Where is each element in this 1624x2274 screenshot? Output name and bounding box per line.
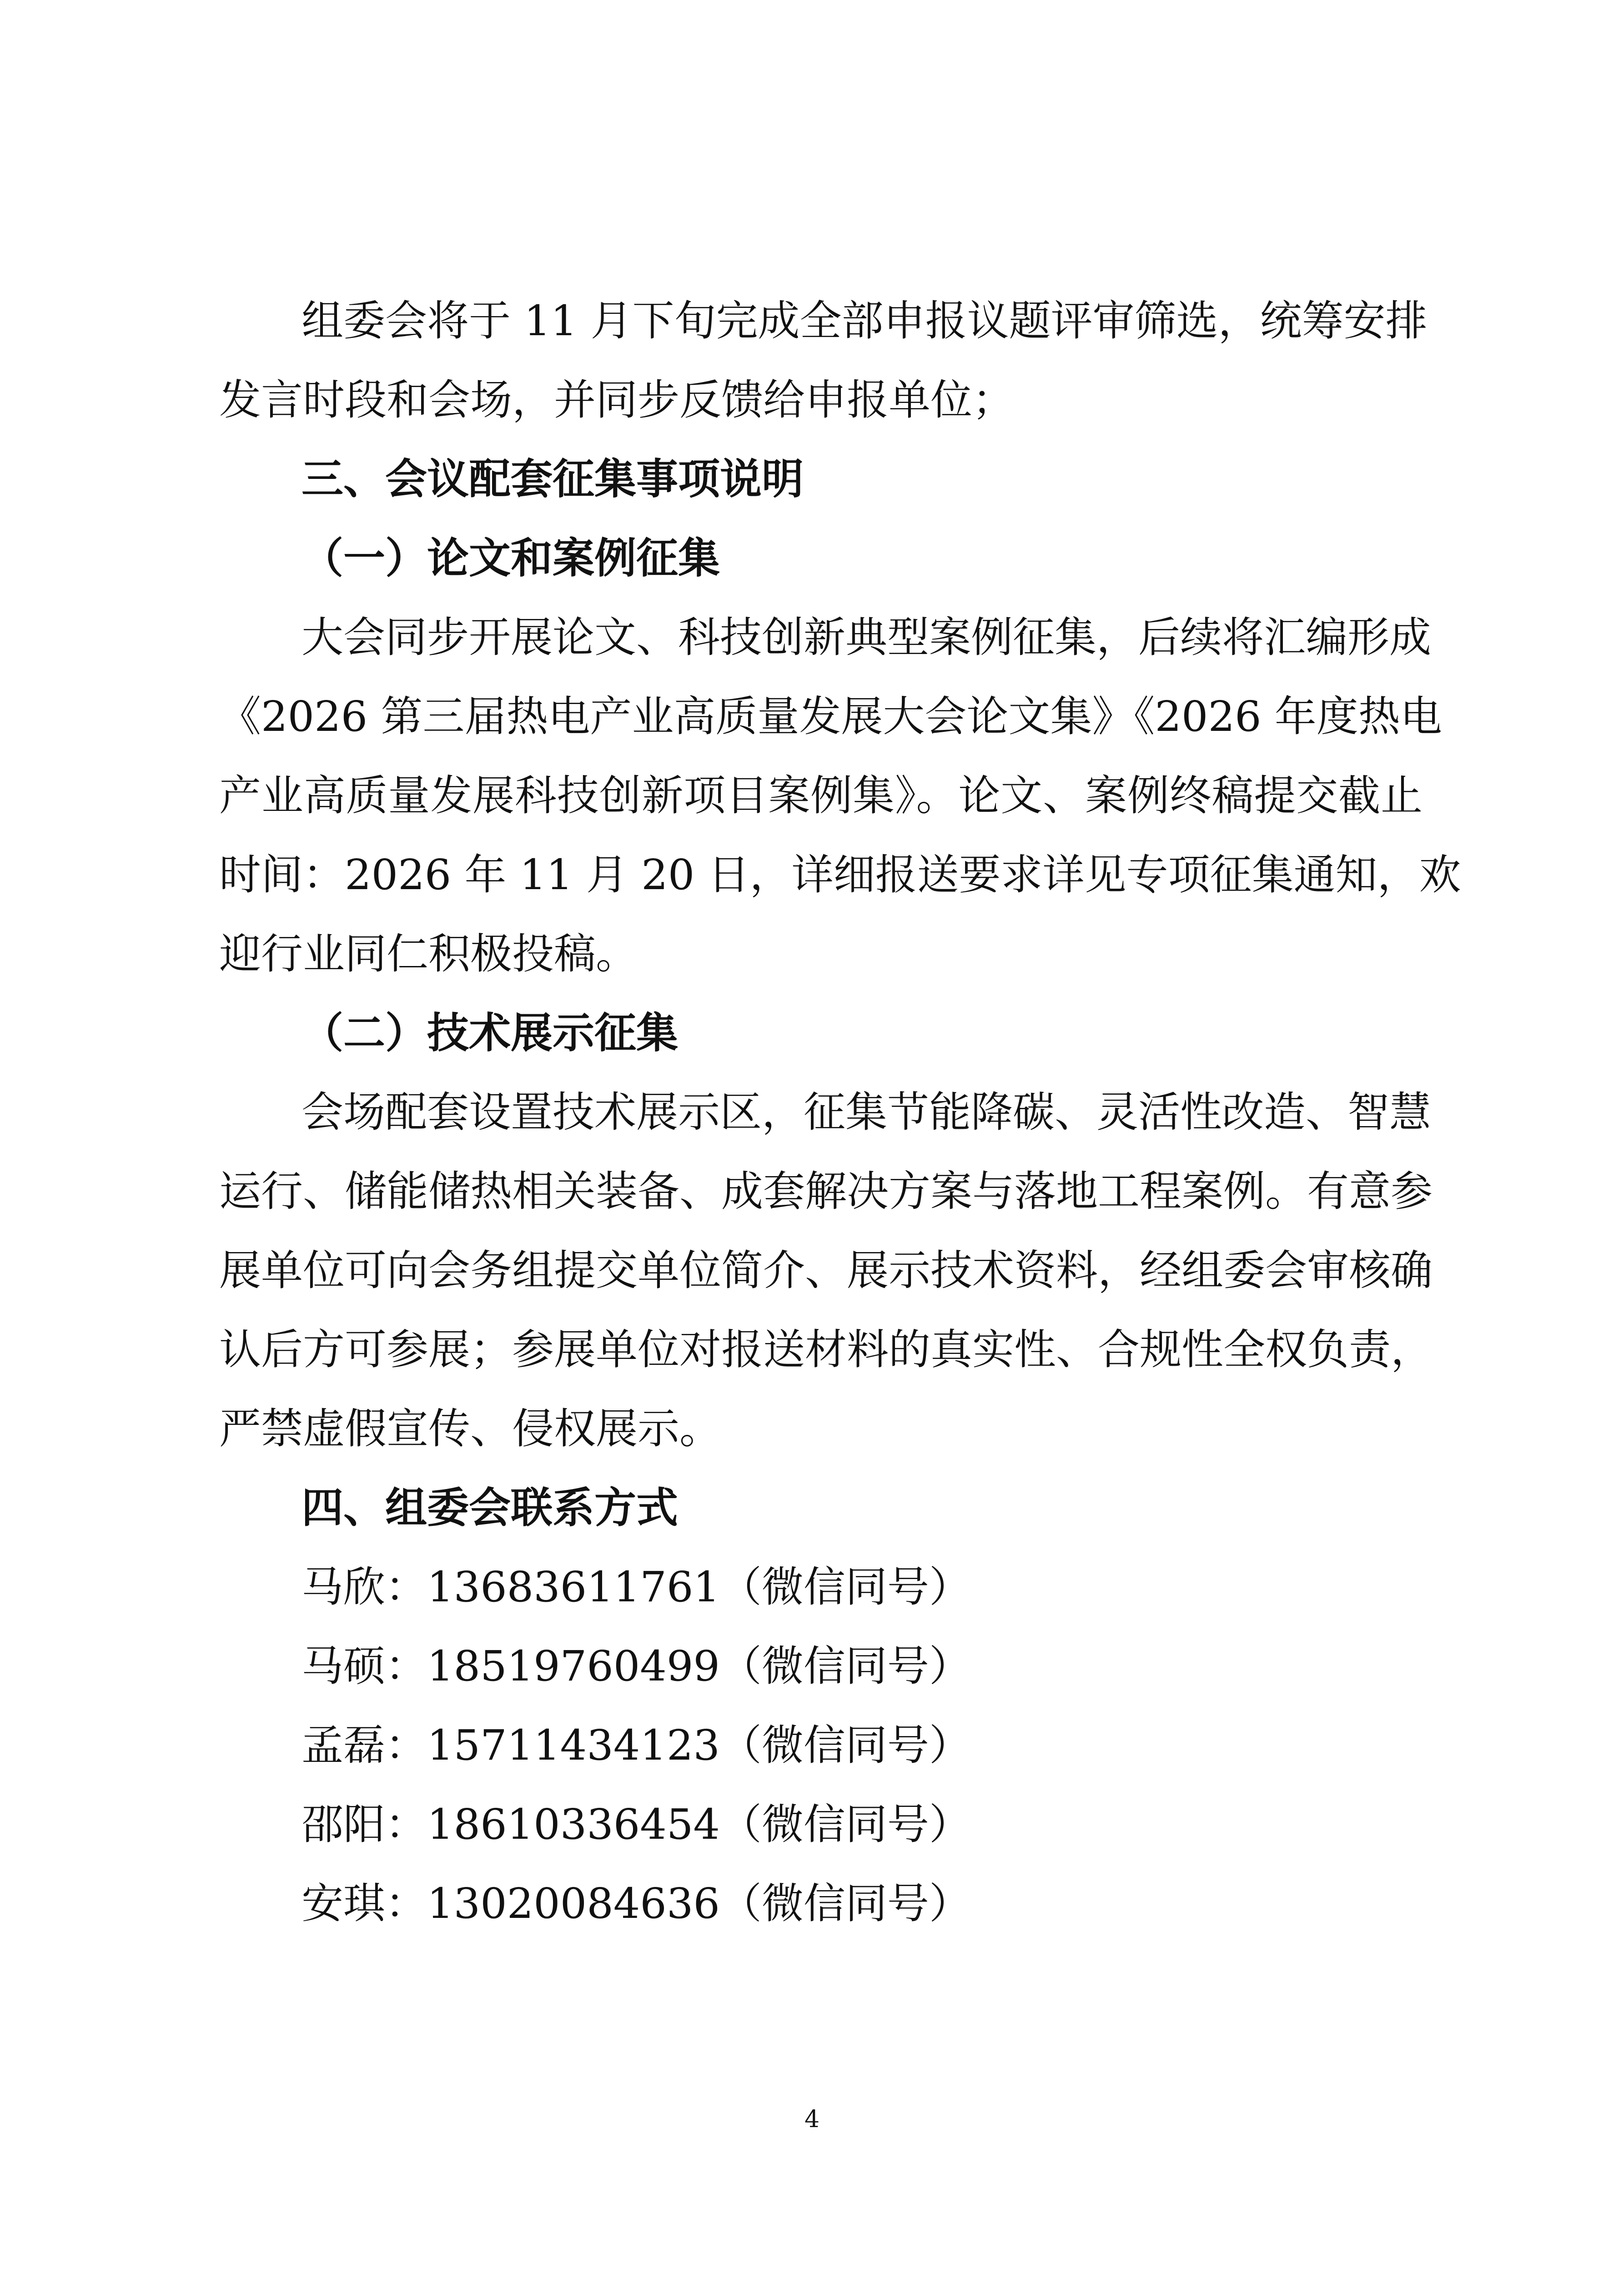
- subsection-2-line-1: 会场配套设置技术展示区，征集节能降碳、灵活性改造、智慧: [302, 1088, 1432, 1137]
- subsection-2-line-3: 展单位可向会务组提交单位简介、展示技术资料，经组委会审核确: [219, 1246, 1433, 1295]
- subsection-2-line-2: 运行、储能储热相关装备、成套解决方案与落地工程案例。有意参: [219, 1167, 1433, 1216]
- contact-note: （微信同号）: [719, 1879, 971, 1928]
- contact-phone: 13020084636: [427, 1879, 720, 1928]
- contact-line: [302, 1548, 971, 1627]
- contact-line: [302, 1864, 971, 1943]
- contact-name: 邵阳：: [302, 1800, 427, 1849]
- subsection-1-line-4: 时间：2026 年 11 月 20 日，详细报送要求详见专项征集通知，欢: [219, 850, 1461, 899]
- subsection-1-line-5: 迎行业同仁积极投稿。: [219, 930, 638, 978]
- page-number: 4: [804, 2106, 820, 2133]
- contact-name: 马硕：: [302, 1642, 427, 1690]
- subsection-2-heading: （二）技术展示征集: [302, 1009, 679, 1057]
- contact-note: （微信同号）: [719, 1563, 971, 1611]
- contact-line: [302, 1627, 971, 1706]
- contact-note: （微信同号）: [719, 1800, 971, 1849]
- paragraph-1-line-2: 发言时段和会场，并同步反馈给申报单位；: [219, 376, 1015, 424]
- subsection-1-line-2: 《2026 第三届热电产业高质量发展大会论文集》《2026 年度热电: [219, 692, 1442, 741]
- section-3-heading: 三、会议配套征集事项说明: [302, 455, 804, 503]
- contact-name: 孟磊：: [302, 1721, 427, 1770]
- contact-phone: 18519760499: [427, 1642, 720, 1690]
- subsection-1-heading: （一）论文和案例征集: [302, 534, 720, 583]
- contact-note: （微信同号）: [719, 1721, 971, 1770]
- contact-line: [302, 1706, 971, 1785]
- contact-phone: 13683611761: [427, 1563, 720, 1611]
- paragraph-1-line-1: 组委会将于 11 月下旬完成全部申报议题评审筛选，统筹安排: [302, 297, 1428, 345]
- contact-phone: 18610336454: [427, 1800, 720, 1849]
- subsection-2-line-5: 严禁虚假宣传、侵权展示。: [219, 1404, 722, 1453]
- subsection-2-line-4: 认后方可参展；参展单位对报送材料的真实性、合规性全权负责，: [219, 1325, 1433, 1374]
- contact-name: 安琪：: [302, 1879, 427, 1928]
- subsection-1-line-1: 大会同步开展论文、科技创新典型案例征集，后续将汇编形成: [302, 613, 1432, 662]
- subsection-1-line-3: 产业高质量发展科技创新项目案例集》。论文、案例终稿提交截止: [219, 771, 1423, 820]
- section-4-heading: 四、组委会联系方式: [302, 1484, 679, 1532]
- contact-phone: 15711434123: [427, 1721, 720, 1770]
- contact-name: 马欣：: [302, 1563, 427, 1611]
- contact-note: （微信同号）: [719, 1642, 971, 1690]
- contact-line: [302, 1785, 971, 1864]
